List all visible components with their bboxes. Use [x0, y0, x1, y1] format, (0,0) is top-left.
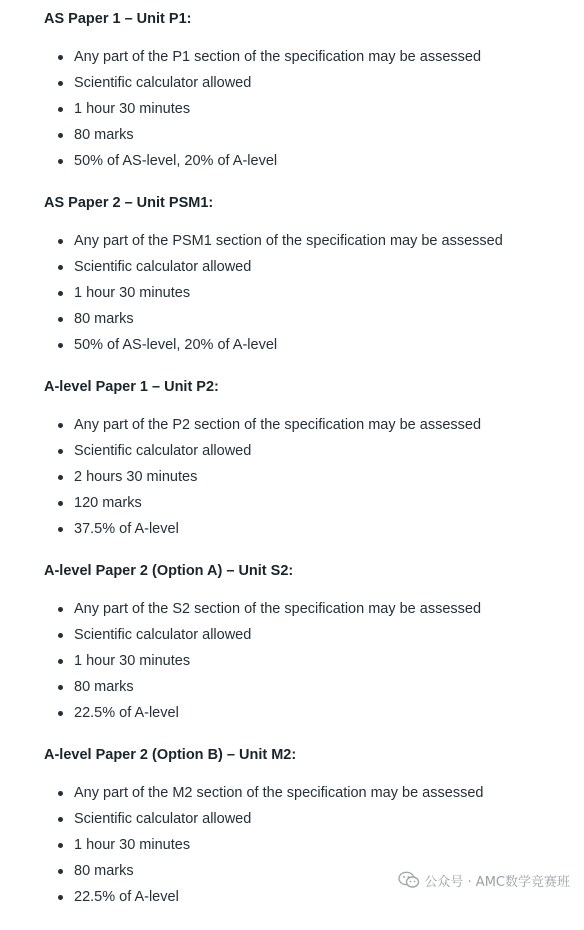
list-item: 80 marks	[44, 678, 574, 704]
watermark-text: 公众号 · AMC数学竞赛班	[424, 874, 570, 890]
section-title: AS Paper 1 – Unit P1:	[44, 11, 192, 27]
list-item: 80 marks	[44, 310, 574, 336]
bullet-list	[44, 48, 574, 178]
wechat-icon	[398, 871, 420, 889]
section-a-level-paper-1	[44, 378, 574, 562]
list-item: 80 marks	[44, 862, 574, 888]
list-item: 1 hour 30 minutes	[44, 284, 574, 310]
section-as-paper-1	[44, 10, 574, 194]
document-content	[44, 10, 574, 930]
list-item: Any part of the PSM1 section of the specification may be assessed	[44, 232, 574, 258]
list-item: 37.5% of A-level	[44, 520, 574, 546]
section-a-level-paper-2-option-a	[44, 562, 574, 746]
list-item: Scientific calculator allowed	[44, 442, 574, 468]
section-title: AS Paper 2 – Unit PSM1:	[44, 195, 214, 211]
list-item: 22.5% of A-level	[44, 888, 574, 914]
list-item: Any part of the P2 section of the specification may be assessed	[44, 416, 574, 442]
section-title: A-level Paper 2 (Option B) – Unit M2:	[44, 747, 297, 763]
watermark	[398, 868, 570, 892]
bullet-list	[44, 784, 574, 914]
list-item: 50% of AS-level, 20% of A-level	[44, 336, 574, 362]
bullet-list	[44, 232, 574, 362]
section-title: A-level Paper 2 (Option A) – Unit S2:	[44, 563, 294, 579]
list-item: Scientific calculator allowed	[44, 626, 574, 652]
bullet-list	[44, 600, 574, 730]
list-item: 1 hour 30 minutes	[44, 652, 574, 678]
list-item: Scientific calculator allowed	[44, 810, 574, 836]
list-item: 80 marks	[44, 126, 574, 152]
list-item: 22.5% of A-level	[44, 704, 574, 730]
list-item: Any part of the M2 section of the specification may be assessed	[44, 784, 574, 810]
list-item: 1 hour 30 minutes	[44, 100, 574, 126]
bullet-list	[44, 416, 574, 546]
list-item: Scientific calculator allowed	[44, 74, 574, 100]
list-item: 2 hours 30 minutes	[44, 468, 574, 494]
list-item: Scientific calculator allowed	[44, 258, 574, 284]
section-a-level-paper-2-option-b	[44, 746, 574, 930]
section-title: A-level Paper 1 – Unit P2:	[44, 379, 219, 395]
list-item: 50% of AS-level, 20% of A-level	[44, 152, 574, 178]
section-as-paper-2	[44, 194, 574, 378]
list-item: Any part of the P1 section of the specification may be assessed	[44, 48, 574, 74]
list-item: 1 hour 30 minutes	[44, 836, 574, 862]
list-item: Any part of the S2 section of the specification may be assessed	[44, 600, 574, 626]
list-item: 120 marks	[44, 494, 574, 520]
